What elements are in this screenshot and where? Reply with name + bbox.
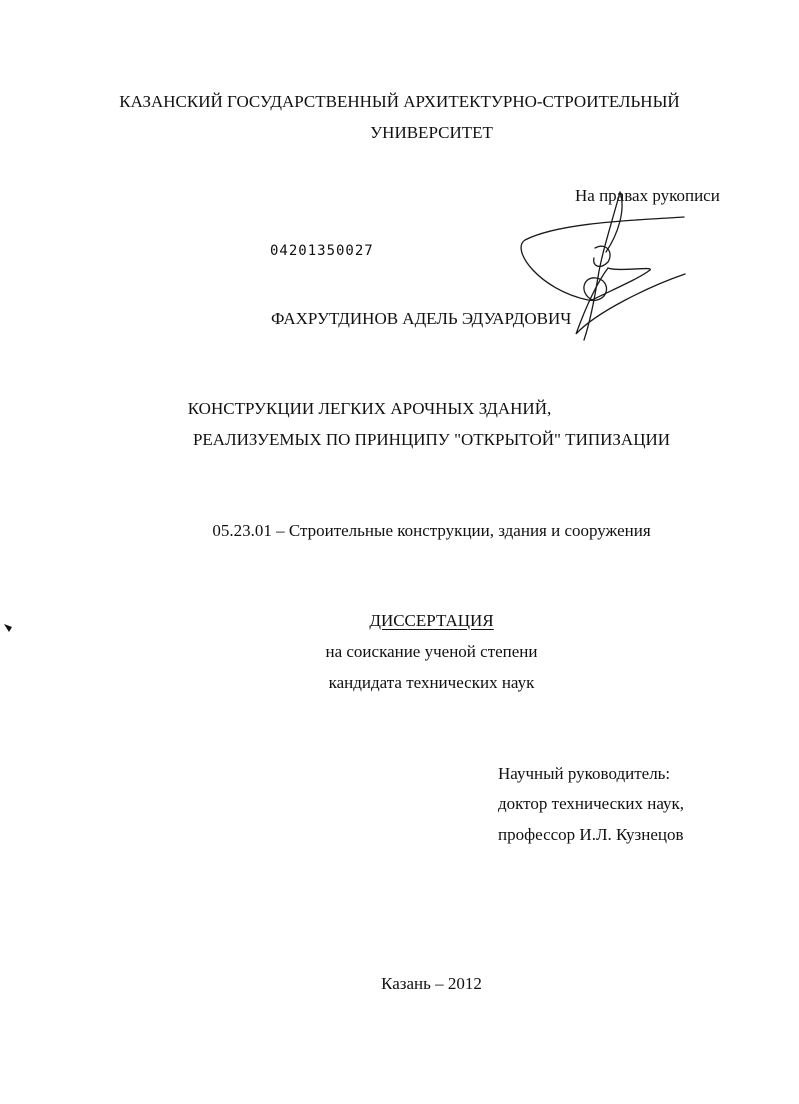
author-name: ФАХРУТДИНОВ АДЕЛЬ ЭДУАРДОВИЧ (271, 309, 572, 328)
title-line-2: РЕАЛИЗУЕМЫХ ПО ПРИНЦИПУ "ОТКРЫТОЙ" ТИПИЗАЦИИ (192, 430, 671, 449)
degree-line-1: на соискание ученой степени (325, 642, 538, 661)
catalog-number: 04201350027 (270, 243, 374, 259)
supervisor-name: профессор И.Л. Кузнецов (498, 825, 684, 844)
supervisor-label: Научный руководитель: (498, 764, 671, 783)
supervisor-degree: доктор технических наук, (498, 794, 685, 813)
footer-city-year: Казань – 2012 (381, 974, 482, 993)
scan-mark-icon (4, 624, 12, 632)
rights-note: На правах рукописи (575, 186, 720, 205)
header-line-2: УНИВЕРСИТЕТ (370, 123, 493, 142)
degree-line-2: кандидата технических наук (328, 673, 535, 692)
title-line-1: КОНСТРУКЦИИ ЛЕГКИХ АРОЧНЫХ ЗДАНИЙ, (187, 399, 552, 418)
header-line-1: КАЗАНСКИЙ ГОСУДАРСТВЕННЫЙ АРХИТЕКТУРНО-СТРОИТЕЛЬНЫЙ (119, 92, 680, 111)
specialty: 05.23.01 – Строительные конструкции, здания и сооружения (212, 521, 651, 540)
degree-heading: ДИССЕРТАЦИЯ (369, 611, 494, 630)
signature-icon (500, 182, 700, 347)
